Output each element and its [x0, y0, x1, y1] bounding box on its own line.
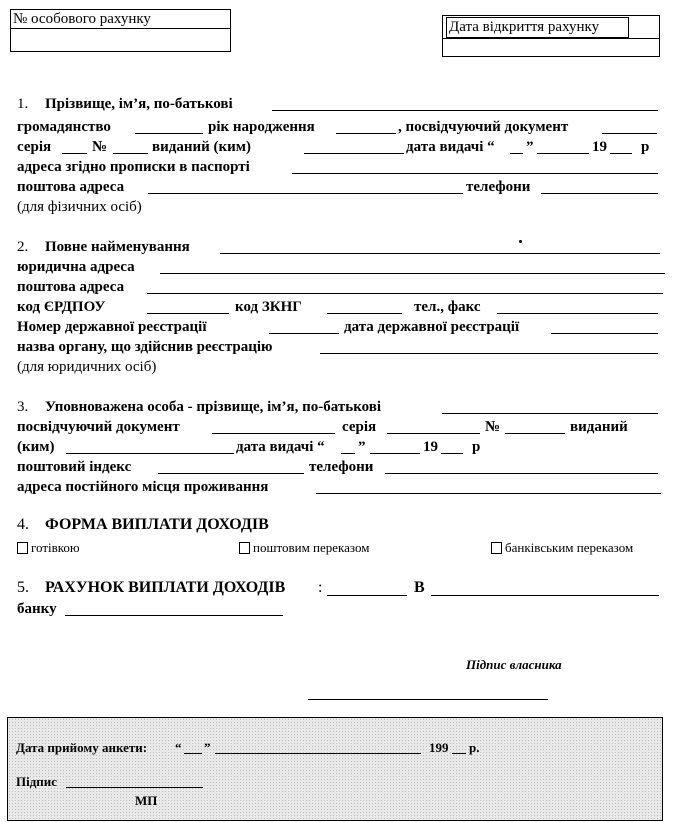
- accept-month-field[interactable]: [215, 753, 421, 754]
- bank-transfer-label: банківським переказом: [505, 540, 634, 555]
- s3-issuemonth-field[interactable]: [370, 453, 420, 454]
- s3-phones-label: телефони: [309, 459, 374, 475]
- s3-number: 3.: [17, 399, 29, 415]
- s3-residence-label: адреса постійного місця проживання: [17, 479, 269, 495]
- s1-year-field[interactable]: [610, 153, 632, 154]
- s1-number: 1.: [17, 96, 29, 112]
- s1-birthyear-field[interactable]: [336, 133, 396, 134]
- s1-postaddress-label: поштова адреса: [17, 179, 125, 195]
- s3-year-field[interactable]: [441, 453, 463, 454]
- owner-signature-field[interactable]: [308, 699, 548, 700]
- s3-issuedby-field[interactable]: [66, 453, 234, 454]
- s1-regaddress-label: адреса згідно прописки в паспорті: [17, 159, 250, 175]
- open-date-inner: [446, 17, 629, 38]
- s2-phonefax-label: тел., факс: [414, 299, 481, 315]
- s3-postindex-label: поштовий індекс: [17, 459, 132, 475]
- s3-idoc-label: посвідчуючий документ: [17, 419, 180, 435]
- s3-quote-close: ”: [358, 439, 366, 455]
- s2-note: (для юридичних осіб): [17, 359, 157, 375]
- s3-phones-field[interactable]: [385, 473, 658, 474]
- s1-idoc-label: , посвідчуючий документ: [398, 119, 569, 135]
- s1-phones-field[interactable]: [541, 193, 658, 194]
- s1-series-label: серія: [17, 139, 52, 155]
- s4-number: 4.: [17, 516, 29, 533]
- accept-day-field[interactable]: [184, 753, 202, 754]
- s1-fullname-label: Прізвище, ім’я, по-батькові: [45, 96, 233, 112]
- s2-edrpou-label: код ЄРДПОУ: [17, 299, 106, 315]
- accept-date-label: Дата прийому анкети:: [16, 740, 148, 755]
- s3-postindex-field[interactable]: [158, 473, 304, 474]
- s2-postaddress-label: поштова адреса: [17, 279, 125, 295]
- open-date-box[interactable]: [442, 15, 660, 57]
- s1-issueday-field[interactable]: [510, 153, 523, 154]
- s1-issuedate-label: дата видачі “: [406, 139, 495, 155]
- s5-in-label: В: [414, 579, 425, 596]
- s2-name-field[interactable]: [220, 253, 660, 254]
- s3-issueday-field[interactable]: [341, 453, 355, 454]
- s5-number: 5.: [17, 579, 29, 596]
- s1-citizenship-label: громадянство: [17, 119, 111, 135]
- s1-issuedby-field[interactable]: [304, 153, 404, 154]
- open-date-label: Дата відкриття рахунку: [449, 19, 600, 35]
- s1-birthyear-label: рік народження: [208, 119, 315, 135]
- s4-title: ФОРМА ВИПЛАТИ ДОХОДІВ: [45, 516, 269, 533]
- accept-quote-close: ”: [204, 740, 211, 755]
- s2-number: 2.: [17, 239, 29, 255]
- s1-issuedby-label: виданий (ким): [152, 139, 252, 155]
- owner-signature-label: Підпис власника: [466, 657, 562, 672]
- bank-sign-field[interactable]: [66, 787, 203, 788]
- s3-series-field[interactable]: [387, 433, 480, 434]
- s3-residence-field[interactable]: [316, 493, 661, 494]
- s1-issuemonth-field[interactable]: [537, 153, 589, 154]
- s2-regnum-field[interactable]: [269, 333, 339, 334]
- account-number-label: № особового рахунку: [13, 11, 151, 27]
- s3-issuedate-label: дата видачі “: [236, 439, 325, 455]
- s2-regnum-label: Номер державної реєстрації: [17, 319, 207, 335]
- s3-person-field[interactable]: [442, 413, 658, 414]
- s3-person-label: Уповноважена особа - прізвище, ім’я, по-батькові: [45, 399, 382, 415]
- s2-postaddress-field[interactable]: [147, 293, 663, 294]
- accept-quote-open: “: [175, 740, 182, 755]
- s1-fullname-field[interactable]: [272, 110, 658, 111]
- s1-no-field[interactable]: [113, 153, 148, 154]
- s2-regdate-field[interactable]: [551, 333, 658, 334]
- s2-regbody-field[interactable]: [320, 353, 658, 354]
- s3-century: 19: [423, 439, 438, 455]
- s3-no-label: №: [485, 419, 501, 435]
- s2-name-label: Повне найменування: [45, 239, 190, 255]
- s1-phones-label: телефони: [466, 179, 531, 195]
- cash-checkbox[interactable]: [17, 542, 28, 554]
- s3-idoc-field[interactable]: [212, 433, 335, 434]
- open-date-field[interactable]: [443, 38, 659, 39]
- cash-label: готівкою: [31, 540, 80, 555]
- bank-use-section: [7, 717, 663, 821]
- postal-transfer-label: поштовим переказом: [253, 540, 370, 555]
- s1-century: 19: [592, 139, 607, 155]
- s5-colon: :: [318, 579, 323, 596]
- stray-dot: [519, 240, 522, 243]
- stamp-label: МП: [135, 793, 158, 808]
- s2-legaladdress-label: юридична адреса: [17, 259, 135, 275]
- s2-regdate-label: дата державної реєстрації: [344, 319, 520, 335]
- s3-by-label: (ким): [17, 439, 55, 455]
- bank-sign-label: Підпис: [16, 774, 58, 789]
- s2-legaladdress-field[interactable]: [160, 273, 665, 274]
- accept-year-field[interactable]: [452, 753, 466, 754]
- s1-quote-close: ”: [526, 139, 534, 155]
- account-number-box[interactable]: [10, 9, 231, 52]
- s5-title: РАХУНОК ВИПЛАТИ ДОХОДІВ: [45, 579, 286, 596]
- s5-account-field[interactable]: [327, 595, 407, 596]
- bank-transfer-checkbox[interactable]: [491, 542, 502, 554]
- s2-zkng-field[interactable]: [327, 313, 402, 314]
- s2-phonefax-field[interactable]: [497, 313, 658, 314]
- account-number-field[interactable]: [11, 28, 230, 29]
- s5-bankname-field[interactable]: [431, 595, 659, 596]
- s1-no-label: №: [92, 139, 108, 155]
- s5-bank-field[interactable]: [65, 615, 283, 616]
- s1-postaddress-field[interactable]: [148, 193, 463, 194]
- s1-series-field[interactable]: [62, 153, 87, 154]
- s1-citizenship-field[interactable]: [135, 133, 203, 134]
- postal-transfer-checkbox[interactable]: [239, 542, 250, 554]
- s1-note: (для фізичних осіб): [17, 199, 142, 215]
- s1-regaddress-field[interactable]: [292, 173, 658, 174]
- s2-edrpou-field[interactable]: [147, 313, 229, 314]
- s1-idoc-field[interactable]: [602, 133, 657, 134]
- s5-bank-label: банку: [17, 601, 57, 617]
- s1-year-suffix: р: [641, 139, 650, 155]
- accept-year-suffix: р.: [469, 740, 480, 755]
- s3-issued-label: виданий: [570, 419, 628, 435]
- s3-year-suffix: р: [472, 439, 481, 455]
- s3-no-field[interactable]: [505, 433, 565, 434]
- s3-series-label: серія: [342, 419, 377, 435]
- accept-year-prefix: 199: [429, 740, 449, 755]
- s2-regbody-label: назва органу, що здійснив реєстрацію: [17, 339, 273, 355]
- s2-zkng-label: код ЗКНГ: [235, 299, 302, 315]
